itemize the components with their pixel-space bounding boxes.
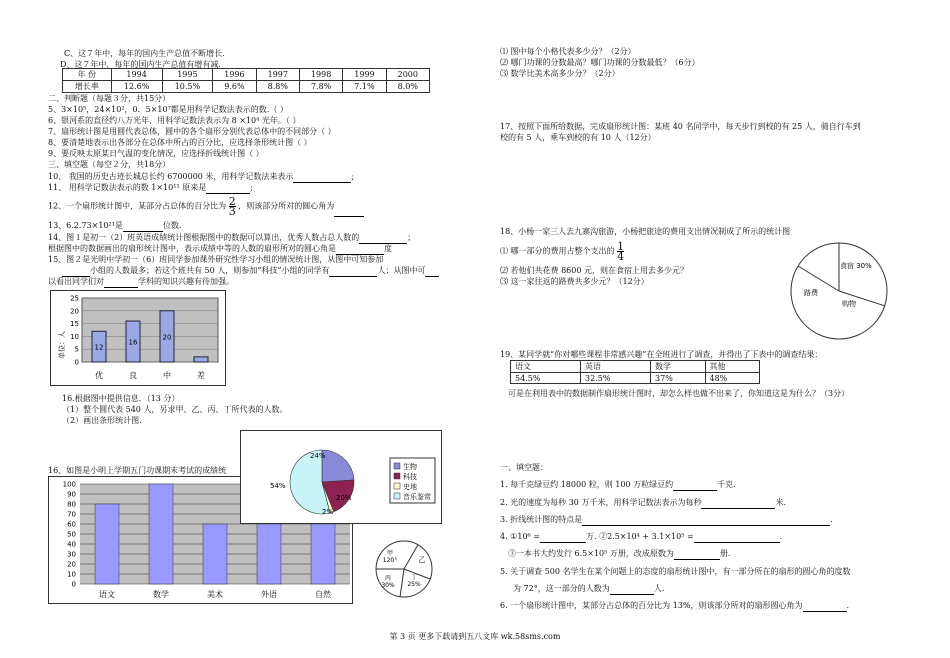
- y-tick-label: 0: [74, 358, 79, 367]
- blank[interactable]: [803, 600, 847, 612]
- question-15-text-e: 学科的知识兴趣有待加强。: [138, 277, 234, 286]
- question-13-text-b: 位数.: [162, 221, 182, 230]
- question-18-part1-text: ⑴ 哪一部分的费用占整个支出的: [500, 246, 615, 256]
- legend-swatch: [394, 463, 400, 469]
- fill-question-3: [500, 514, 833, 526]
- blank[interactable]: [104, 276, 138, 288]
- slice-label-bing: 丙 30%: [381, 575, 395, 589]
- x-category-label: 差: [197, 371, 205, 380]
- table-cell: 其他: [705, 361, 760, 373]
- slice-label: 食宿 30%: [840, 262, 872, 270]
- fill-question-1: [500, 479, 736, 491]
- table-cell: 8.0%: [386, 81, 429, 93]
- question-9: 9、要反映太原某日气温的变化情况，应选择折线统计图（ ）: [48, 149, 264, 158]
- question-17: 17、按照下面所给数据，完成扇形统计图：某班 40 名同学中，每天步行到校的有 25 人，骑自行车到: [500, 122, 861, 131]
- blank[interactable]: [674, 548, 720, 560]
- fraction-numerator: 1: [617, 240, 625, 253]
- bar: [311, 524, 335, 584]
- blank[interactable]: [329, 265, 377, 277]
- fill-question-2-text: 2. 光的速度为每秒 30 万千米，用科学记数法表示为每秒: [500, 498, 702, 507]
- x-category-label: 中: [163, 371, 171, 380]
- legend-swatch: [394, 493, 400, 499]
- fraction: [229, 197, 236, 216]
- section-3-title: 三、填空题（每空２分，共18分）: [48, 160, 171, 169]
- bar: [95, 504, 119, 584]
- question-15-text-b: 小组的人数最多；若这个班共有 50 人，则参加“科技”小组的同学有: [90, 266, 330, 275]
- question-18: 18、小杨一家三人去九寨沟旅游，小杨把旅途的费用支出情况制成了所示的统计图: [500, 227, 791, 236]
- fill-question-6-text: 6. 一个扇形统计图中，某部分占总体的百分比为 13%，则该部分所对的扇形圆心角为: [500, 601, 803, 610]
- fill-question-3-text-b: .: [830, 515, 833, 524]
- fill-question-4-text-c: .: [779, 532, 783, 541]
- gdp-growth-table: [62, 68, 430, 93]
- fill-question-5-line2: [513, 583, 664, 595]
- y-tick-label: 40: [67, 540, 76, 549]
- small-pie-chart: [370, 535, 440, 605]
- table-cell: 8.8%: [256, 81, 299, 93]
- table-cell: 数学: [651, 361, 705, 373]
- table-cell: 1999: [343, 69, 386, 81]
- y-tick-label: 70: [67, 510, 76, 519]
- x-category-label: 语文: [99, 590, 115, 599]
- slice-label: 2%: [322, 508, 334, 516]
- part-3: ⑶ 数学比美术高多少分？（2分）: [500, 69, 620, 78]
- bar: [149, 484, 173, 584]
- x-category-label: 良: [129, 371, 137, 380]
- trip-expense-pie-chart: [788, 240, 890, 342]
- table-cell: 1998: [299, 69, 342, 81]
- blank[interactable]: [582, 514, 830, 526]
- question-19-line2: 可是在利用表中的数据制作扇形统计图时，却怎么样也做不出来了，你知道这是为什么？（3分）: [508, 389, 850, 398]
- fill-question-1-text: 1. 每千克绿豆约 18000 粒，则 100 万粒绿豆约: [500, 480, 674, 489]
- table-cell: 7.8%: [299, 81, 342, 93]
- slice-label: 路费: [804, 289, 818, 297]
- y-tick-label: 30: [67, 550, 76, 559]
- bar-label: 16: [128, 338, 138, 347]
- question-16b: 16、如图是小明上学期五门功课期末考试的成绩统: [48, 466, 227, 475]
- fill-question-6: [500, 600, 849, 612]
- fraction-denominator: 3: [228, 205, 236, 218]
- x-category-label: 数学: [153, 590, 169, 599]
- fill-question-5: 5. 关于调查 500 名学生在某个问题上的态度的扇形统计图中，有一部分所在的扇形的圆心角的度数: [500, 567, 851, 576]
- fill-question-4-text-e: 册.: [719, 549, 731, 558]
- table-cell: 10.5%: [162, 81, 213, 93]
- table-cell: 48%: [705, 373, 760, 384]
- legend-label: 音乐鉴赏: [403, 493, 431, 501]
- slice-label: 54%: [270, 482, 286, 490]
- blank[interactable]: [334, 198, 364, 217]
- blank[interactable]: [673, 479, 717, 491]
- fill-question-2: [500, 497, 786, 509]
- question-16-title: 16.根据图中提供信息．（13 分）: [62, 394, 180, 403]
- fraction-numerator: 2: [228, 195, 236, 208]
- question-13-text: 13、6.2.73×10²¹是: [48, 221, 123, 230]
- fraction: [617, 242, 624, 261]
- bar-label: 20: [162, 333, 172, 342]
- table-cell: 1997: [256, 69, 299, 81]
- figure-1-bar-chart: [50, 290, 226, 386]
- y-tick-label: 80: [67, 500, 76, 509]
- fill-question-4-text-d: ③一本书大约发行 6.5×10⁵ 万册，改成原数为: [508, 549, 674, 558]
- question-15-text-d: 以看出同学们对: [48, 277, 104, 286]
- table-cell: 英语: [581, 361, 651, 373]
- slice-label-yi: 乙: [418, 556, 426, 564]
- blank[interactable]: [610, 583, 654, 595]
- interest-survey-table: [510, 360, 760, 384]
- question-6: 6、银河系的直径约八万光年，用科学记数法表示为 8 ×10⁴ 光年。（ ）: [48, 116, 301, 125]
- question-18-part1: [500, 242, 624, 261]
- legend-swatch: [394, 483, 400, 489]
- table-cell: 37%: [651, 373, 705, 384]
- slice-label-jia: 甲 120°: [382, 550, 398, 564]
- y-tick-label: 50: [67, 530, 76, 539]
- fill-question-2-text-b: 米.: [775, 498, 786, 507]
- table-cell: 12.6%: [111, 81, 162, 93]
- option-d: D、这７年中，每年的国内生产总值有增有减.: [60, 60, 221, 69]
- question-10: 10、 我国的历史古迹长城总长约 6700000 米，用科学记数法来表示 ;: [48, 172, 355, 181]
- y-tick-label: 5: [74, 345, 79, 354]
- y-tick-label: 20: [70, 307, 79, 316]
- question-7: 7、扇形统计图是用圆代表总体，圆中的各个扇形分别代表总体中的不同部分（ ）: [48, 127, 336, 136]
- table-row: [63, 81, 430, 93]
- legend-swatch: [394, 473, 400, 479]
- legend-label: 史地: [403, 483, 417, 491]
- fill-question-5-text-c: 人.: [653, 584, 665, 593]
- table-cell: 增长率: [63, 81, 112, 93]
- question-18-part2: ⑵ 若他们共花费 8600 元，则在食宿上用去多少元？: [500, 266, 688, 275]
- question-5: 5、3×10⁵，24×10²，0．5×10⁷都是用科学记数法表示的数.（ ）: [48, 105, 288, 114]
- y-tick-label: 20: [67, 560, 76, 569]
- slice-label: 购物: [842, 300, 856, 308]
- x-category-label: 外语: [261, 590, 277, 599]
- y-axis-label: 单位：人: [58, 331, 66, 359]
- y-tick-label: 15: [70, 320, 79, 329]
- y-tick-label: 10: [67, 570, 76, 579]
- blank[interactable]: [694, 531, 780, 543]
- blank[interactable]: [425, 265, 439, 277]
- question-10-text: 10、 我国的历史古迹长城总长约 6700000 米，用科学记数法来表示: [48, 172, 294, 181]
- fill-question-4-text-b: 万. ②2.5×10⁴ + 3.1×10⁵ =: [585, 532, 694, 541]
- question-12-text-b: ，则该部分所对的圆心角为: [238, 201, 335, 211]
- bar: [203, 524, 227, 584]
- slice-label-ding: 丁 25%: [407, 574, 421, 588]
- y-tick-label: 25: [70, 294, 79, 303]
- fill-question-1-text-b: 千克.: [717, 480, 736, 489]
- table-cell: 1996: [213, 69, 256, 81]
- table-cell: 54.5%: [511, 373, 581, 384]
- x-category-label: 优: [95, 371, 103, 380]
- question-12-text: 12、一个扇形统计图中，某部分占总体的百分比为: [48, 201, 227, 211]
- table-cell: 32.5%: [581, 373, 651, 384]
- slice-label: 20%: [336, 494, 352, 502]
- y-tick-label: 10: [70, 332, 79, 341]
- part-1: ⑴ 图中每个小格代表多少分？（2分）: [500, 47, 636, 56]
- legend-label: 生物: [403, 463, 417, 471]
- question-8: 8、要清楚地表示出各部分在总体中所占的百分比，应选择条形统计图（ ）: [48, 138, 312, 147]
- blank[interactable]: [123, 220, 163, 232]
- table-cell: 1994: [111, 69, 162, 81]
- section-2-title: 二、判断题（每题３分，共15分）: [48, 94, 171, 103]
- fill-question-4-text: 4. ①10⁶ =: [500, 532, 540, 541]
- question-12: [48, 197, 364, 217]
- table-row: [63, 69, 430, 81]
- question-11-text: 11、 用科学记数法表示的数 1×10¹¹ 原来是: [48, 183, 207, 192]
- y-tick-label: 100: [62, 480, 76, 489]
- table-cell: 9.6%: [213, 81, 256, 93]
- question-19: 19、某同学就“你对哪些课程非常感兴趣”在全班进行了调查，并得出了下表中的调查结果：: [500, 350, 823, 359]
- fraction-denominator: 4: [617, 250, 625, 263]
- fill-question-3-text: 3. 折线统计图的特点是: [500, 515, 583, 524]
- blank[interactable]: [701, 497, 775, 509]
- question-14-text-b: 根据图中的数据画出的扇形统计图中，表示成绩中等的人数的扇形所对的圆心角是: [48, 244, 336, 253]
- question-11: 11、 用科学记数法表示的数 1×10¹¹ 原来是 ;: [48, 183, 253, 192]
- blank[interactable]: [293, 171, 351, 183]
- question-16-part1: （1）整个圆代表 540 人，另求甲、乙、丙、丁所代表的人数。: [62, 405, 288, 414]
- page-footer: 第 3 页 更多下载请到五八文库 wk.58sms.com: [389, 632, 561, 641]
- table-row: [511, 361, 760, 373]
- y-tick-label: 0: [71, 580, 76, 589]
- fill-question-6-text-b: .: [846, 601, 850, 610]
- question-16-part2: （2）画出条形统计图.: [62, 416, 142, 425]
- part-2: ⑵ 哪门功课的分数最高？哪门功课的分数最低？（6分）: [500, 58, 700, 67]
- question-14: 14、图１是初一（2）班英语成绩统计图根据图中的数据可以算出，优秀人数占总人数的 ；: [48, 233, 416, 242]
- fill-section-title: 一、填空题：: [500, 463, 548, 472]
- table-cell: 1995: [162, 69, 213, 81]
- slice-label: 24%: [310, 452, 326, 460]
- question-17-line2: 校的有 5 人，乘车到校的有 10 人（12分）: [500, 133, 656, 142]
- question-13: [48, 220, 181, 232]
- x-category-label: 美术: [207, 590, 223, 599]
- table-cell: 语文: [511, 361, 581, 373]
- fill-question-5-text-b: 为 72°，这一部分的人数为: [513, 584, 610, 593]
- question-14-text: 14、图１是初一（2）班英语成绩统计图根据图中的数据可以算出，优秀人数占总人数的: [48, 233, 360, 242]
- option-c: C、这７年中，每年的国内生产总值不断增长.: [64, 49, 225, 58]
- blank[interactable]: [540, 531, 586, 543]
- table-cell: 7.1%: [343, 81, 386, 93]
- fill-question-4-part3: [508, 548, 730, 560]
- bar: [257, 524, 281, 584]
- y-tick-label: 90: [67, 490, 76, 499]
- fill-question-4: [500, 531, 782, 543]
- table-cell: 年 份: [63, 69, 112, 81]
- table-cell: 2000: [386, 69, 429, 81]
- bar: [194, 357, 208, 362]
- legend-label: 科技: [403, 473, 417, 481]
- question-14-text-c: 度: [384, 244, 392, 253]
- x-category-label: 自然: [315, 590, 331, 599]
- bar-label: 12: [94, 343, 104, 352]
- y-tick-label: 60: [67, 520, 76, 529]
- question-15-line3: [48, 276, 234, 288]
- table-row: [511, 373, 760, 384]
- question-15: 15、图２是光明中学初一（6）班同学参加课外研究性学习小组的情况统计图，从图中可知参加: [48, 255, 384, 264]
- blank[interactable]: [206, 182, 250, 194]
- question-15-text-c: 人；从图中可: [377, 266, 426, 275]
- question-18-part3: ⑶ 这一家往返的路费共多少元？（12分）: [500, 277, 649, 286]
- interest-pie-chart: [240, 430, 442, 524]
